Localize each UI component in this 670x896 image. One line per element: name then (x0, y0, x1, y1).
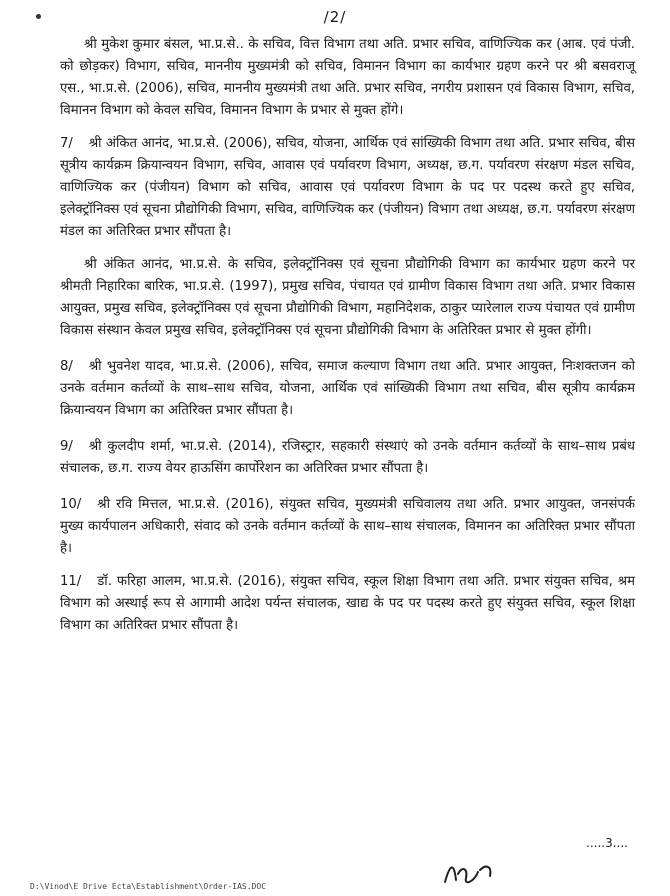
paragraph-text: श्री कुलदीप शर्मा, भा.प्र.से. (2014), रजिस्ट्रार, सहकारी संस्थाएं को उनके वर्तमान कर्तव्यों के साथ–साथ प्रबंध संचालक, छ.ग. राज्य वेयर हाऊसिंग कार्पोरेशन का अतिरिक्त प्रभार सौंपता है। (60, 439, 635, 476)
paragraph-7-continued (60, 254, 635, 342)
paragraph-10 (60, 494, 635, 560)
order-body (60, 34, 635, 648)
next-page-marker: .....3.... (586, 836, 628, 850)
paragraph-8 (60, 356, 635, 422)
paragraph-number: 8/ (60, 359, 73, 374)
file-path-footer: D:\Vinod\E Drive Ecta\Establishment\Order-IAS.DOC (30, 882, 267, 891)
paragraph-text: श्री मुकेश कुमार बंसल, भा.प्र.से.. के सचिव, वित्त विभाग तथा अति. प्रभार सचिव, वाणिज्यिक कर (आब. एवं पंजी. को छोड़कर) विभाग, सचिव, माननीय मुख्यमंत्री को सचिव, विमानन विभाग का कार्यभार ग्रहण करने पर श्री बसवराजू एस., भा.प्र.से. (2006), सचिव, माननीय मुख्यमंत्री तथा अति. प्रभार सचिव, नगरीय प्रशासन एवं विकास विभाग, सचिव, विमानन विभाग को केवल सचिव, विमानन विभाग के प्रभार से मुक्त होंगे। (60, 37, 635, 118)
paragraph-11 (60, 571, 635, 637)
paragraph-number: 10/ (60, 497, 82, 512)
paragraph-text: श्री भुवनेश यादव, भा.प्र.से. (2006), सचिव, समाज कल्याण विभाग तथा अति. प्रभार आयुक्त, निःशक्तजन को उनके वर्तमान कर्तव्यों के साथ–साथ सचिव, योजना, आर्थिक एवं सांख्यिकी विभाग तथा सचिव, बीस सूत्रीय कार्यक्रम क्रियान्वयन विभाग का अतिरिक्त प्रभार सौंपता है। (60, 359, 635, 418)
paragraph-text: डॉ. फरिहा आलम, भा.प्र.से. (2016), संयुक्त सचिव, स्कूल शिक्षा विभाग तथा अति. प्रभार संयुक्त सचिव, श्रम विभाग को अस्थाई रूप से आगामी आदेश पर्यन्त संचालक, खाद्य के पद पर पदस्थ करते हुए संयुक्त सचिव, स्कूल शिक्षा विभाग का अतिरिक्त प्रभार सौंपता है। (60, 574, 635, 633)
page-number: /2/ (323, 8, 347, 26)
paragraph-text: श्री अंकित आनंद, भा.प्र.से. के सचिव, इलेक्ट्रॉनिक्स एवं सूचना प्रौद्योगिकी विभाग का कार्यभार ग्रहण करने पर श्रीमती निहारिका बारिक, भा.प्र.से. (1997), प्रमुख सचिव, पंचायत एवं ग्रामीण विकास विभाग तथा अति. प्रभार विकास आयुक्त, प्रमुख सचिव, इलेक्ट्रॉनिक्स एवं सूचना प्रौद्योगिकी विभाग, महानिदेशक, ठाकुर प्यारेलाल राज्य पंचायत एवं ग्रामीण विकास संस्थान केवल प्रमुख सचिव, इलेक्ट्रॉनिक्स एवं सूचना प्रौद्योगिकी विभाग के अतिरिक्त प्रभार से मुक्त होंगी। (60, 257, 635, 338)
paragraph-number: 7/ (60, 136, 73, 151)
signature-mark (440, 852, 500, 892)
paragraph-text: श्री अंकित आनंद, भा.प्र.से. (2006), सचिव, योजना, आर्थिक एवं सांख्यिकी विभाग तथा अति. प्रभार सचिव, बीस सूत्रीय कार्यक्रम क्रियान्वयन विभाग, सचिव, आवास एवं पर्यावरण विभाग, अध्यक्ष, छ.ग. पर्यावरण संरक्षण मंडल सचिव, वाणिज्यिक कर (पंजीयन) विभाग को सचिव, आवास एवं पर्यावरण विभाग के पद पर पदस्थ करते हुए सचिव, इलेक्ट्रॉनिक्स एवं सूचना प्रौद्योगिकी विभाग, सचिव, वाणिज्यिक कर (पंजीयन) विभाग तथा अध्यक्ष, छ.ग. पर्यावरण संरक्षण मंडल का अतिरिक्त प्रभार सौंपता है। (60, 136, 635, 239)
paragraph-number: 11/ (60, 574, 82, 589)
paragraph-6-continued (60, 34, 635, 122)
paragraph-number: 9/ (60, 439, 73, 454)
paragraph-9 (60, 436, 635, 480)
paragraph-text: श्री रवि मित्तल, भा.प्र.से. (2016), संयुक्त सचिव, मुख्यमंत्री सचिवालय तथा अति. प्रभार आयुक्त, जनसंपर्क मुख्य कार्यपालन अधिकारी, संवाद को उनके वर्तमान कर्तव्यों के साथ–साथ संचालक, विमानन का अतिरिक्त प्रभार सौंपता है। (60, 497, 635, 556)
paragraph-7 (60, 133, 635, 243)
